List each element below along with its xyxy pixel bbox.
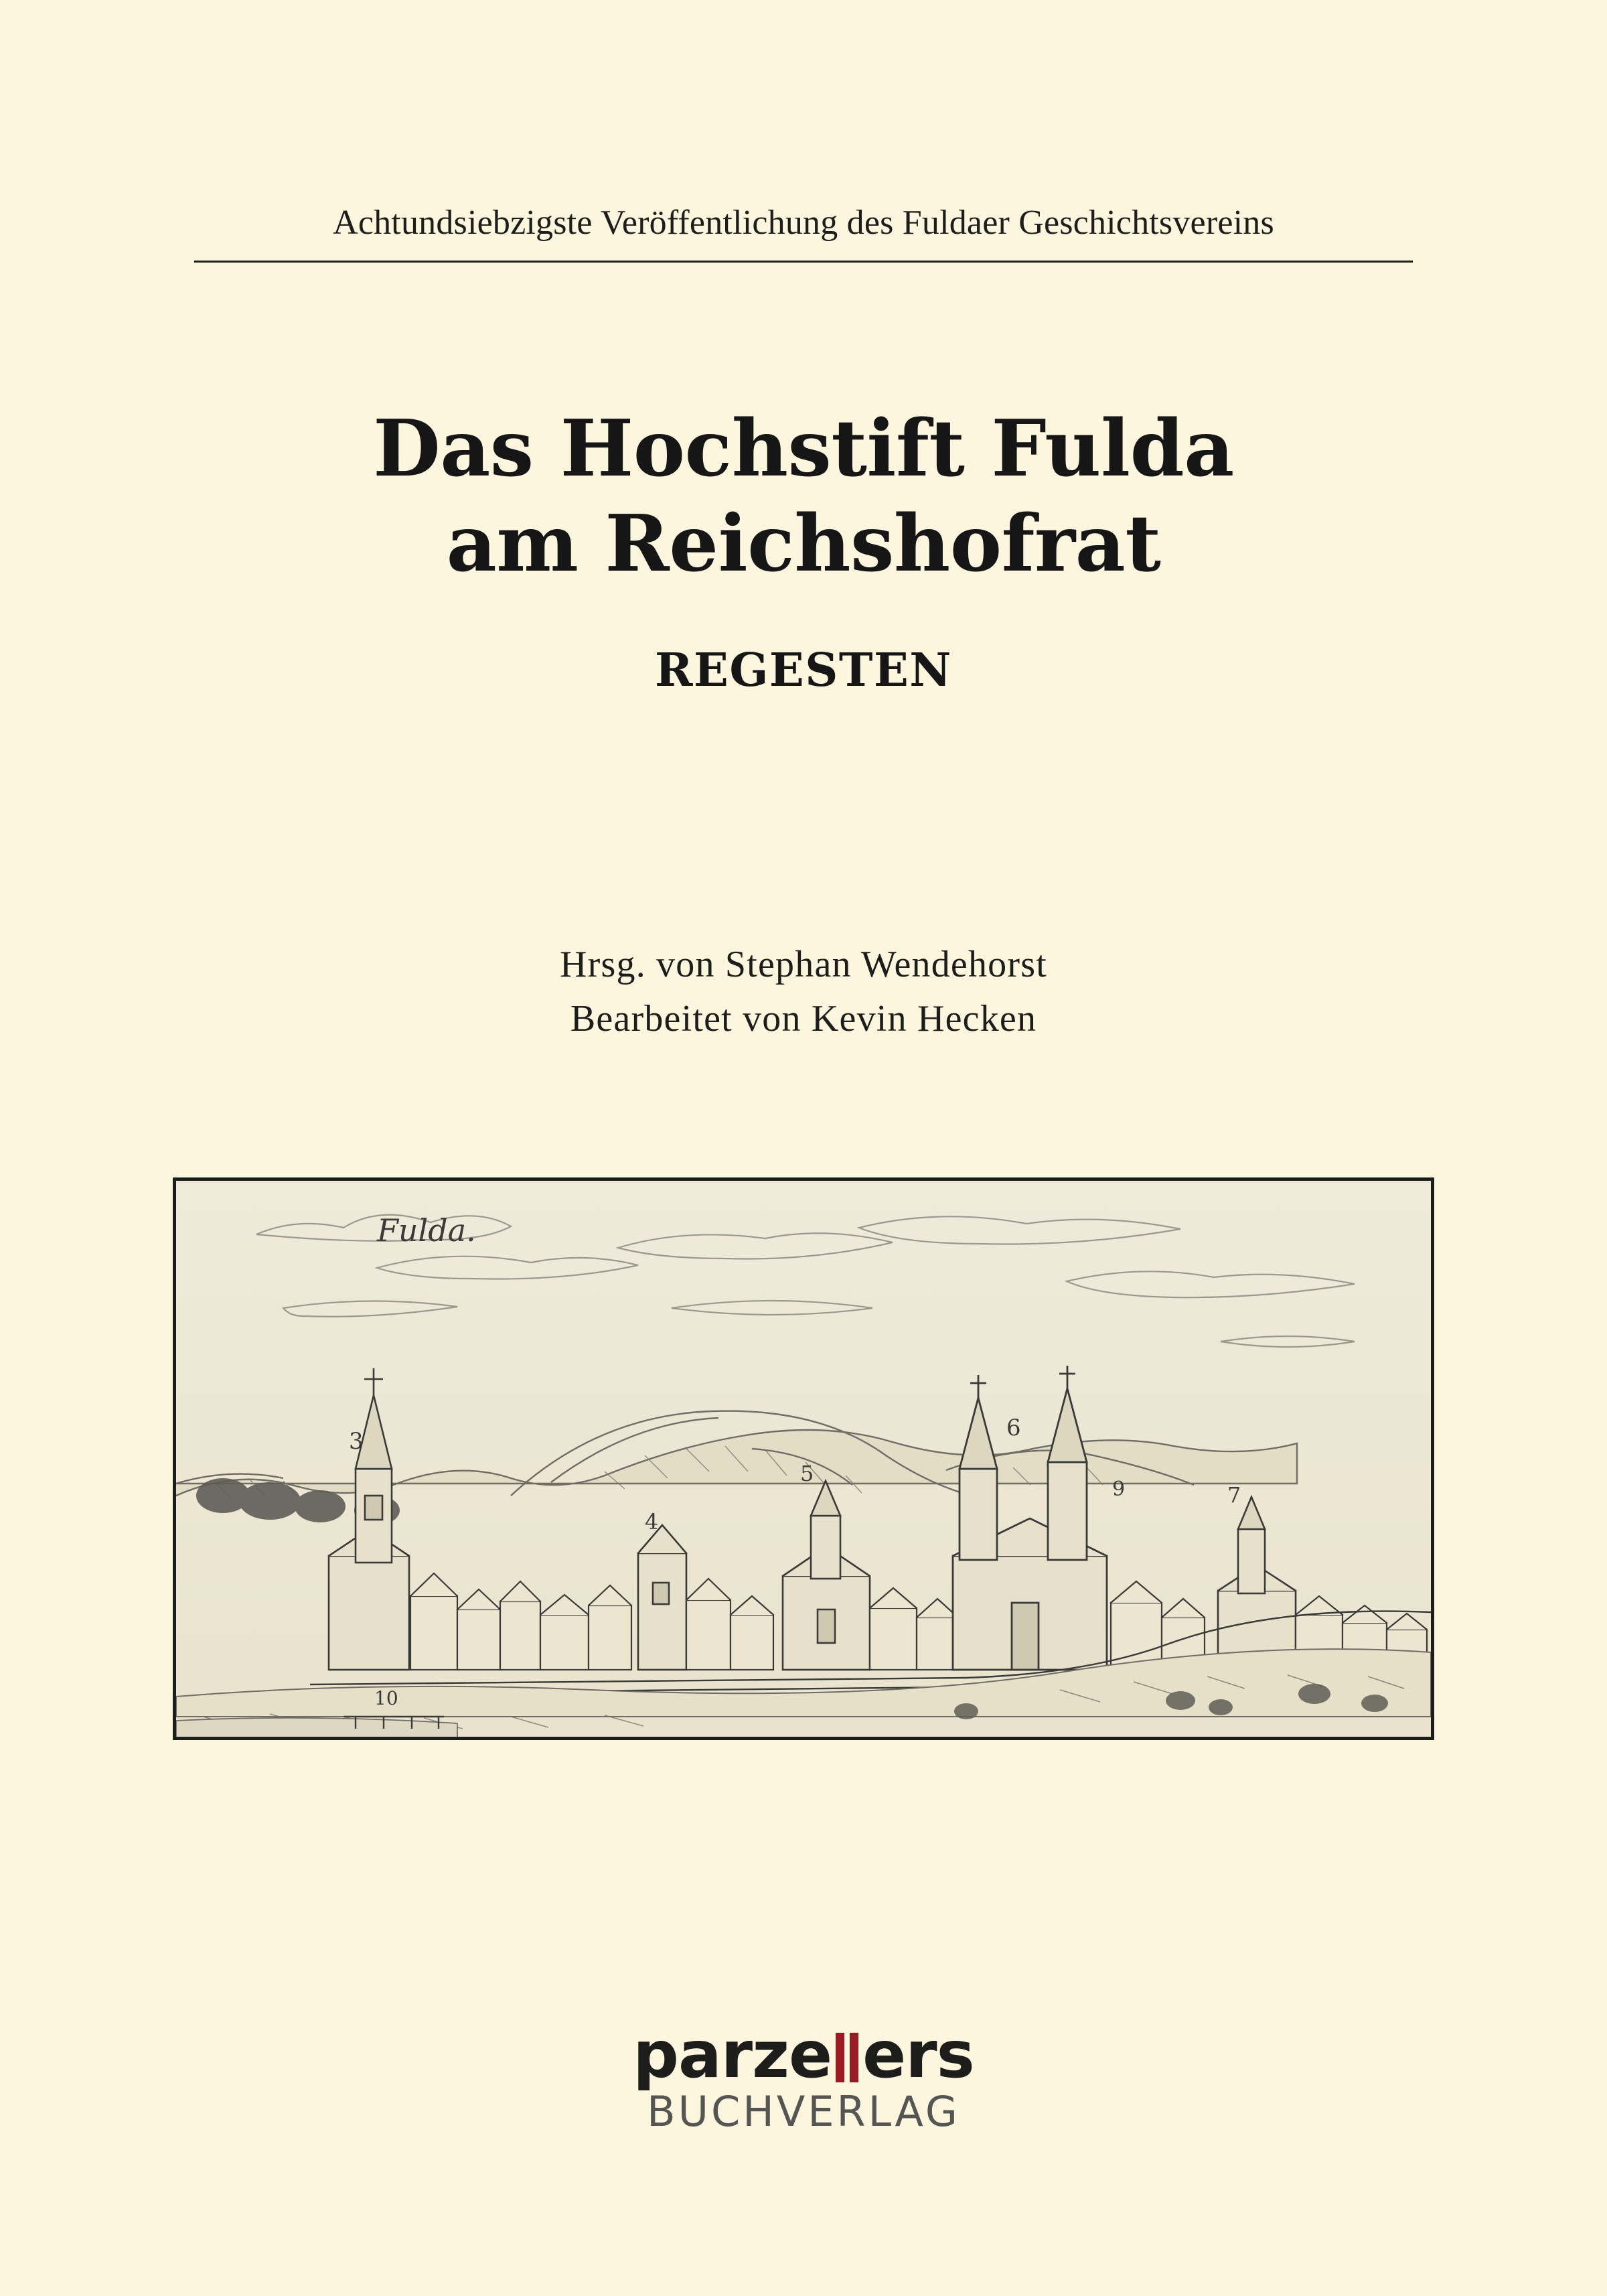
- contributor-credit: Bearbeitet von Kevin Hecken: [570, 998, 1037, 1040]
- cover-illustration: [173, 1177, 1434, 1740]
- marker-6: 6: [1006, 1415, 1021, 1441]
- horizontal-rule: [194, 261, 1413, 263]
- publisher-name-part-2: ers: [862, 2017, 974, 2092]
- marker-5: 5: [800, 1461, 814, 1486]
- illustration-caption: [376, 1212, 476, 1248]
- marker-9: 9: [1112, 1478, 1126, 1501]
- marker-7: 7: [1227, 1482, 1241, 1508]
- publisher-logo: [0, 2017, 1607, 2136]
- svg-text:Fulda.: Fulda.: [377, 1212, 476, 1248]
- book-subtitle: REGESTEN: [655, 644, 952, 698]
- book-title-line-2: am Reichshofrat: [446, 498, 1161, 589]
- credits-block: [194, 938, 1413, 1046]
- book-title-line-1: Das Hochstift Fulda: [373, 403, 1234, 494]
- series-statement: [194, 201, 1413, 263]
- publisher-tagline: BUCHVERLAG: [647, 2087, 960, 2136]
- title-block: [194, 402, 1413, 697]
- publisher-name: [633, 2017, 974, 2092]
- publisher-name-part-1: parze: [633, 2017, 832, 2092]
- series-note-text: Achtundsiebzigste Veröffentlichung des Fuldaer Geschichtsvereins: [333, 204, 1274, 242]
- marker-3: 3: [349, 1428, 364, 1455]
- marker-4: 4: [645, 1509, 659, 1534]
- publisher-bars-icon: [832, 2033, 862, 2082]
- editor-credit: Hrsg. von Stephan Wendehorst: [560, 944, 1047, 985]
- fulda-engraving-svg: [176, 1181, 1431, 1737]
- marker-10: 10: [374, 1687, 398, 1709]
